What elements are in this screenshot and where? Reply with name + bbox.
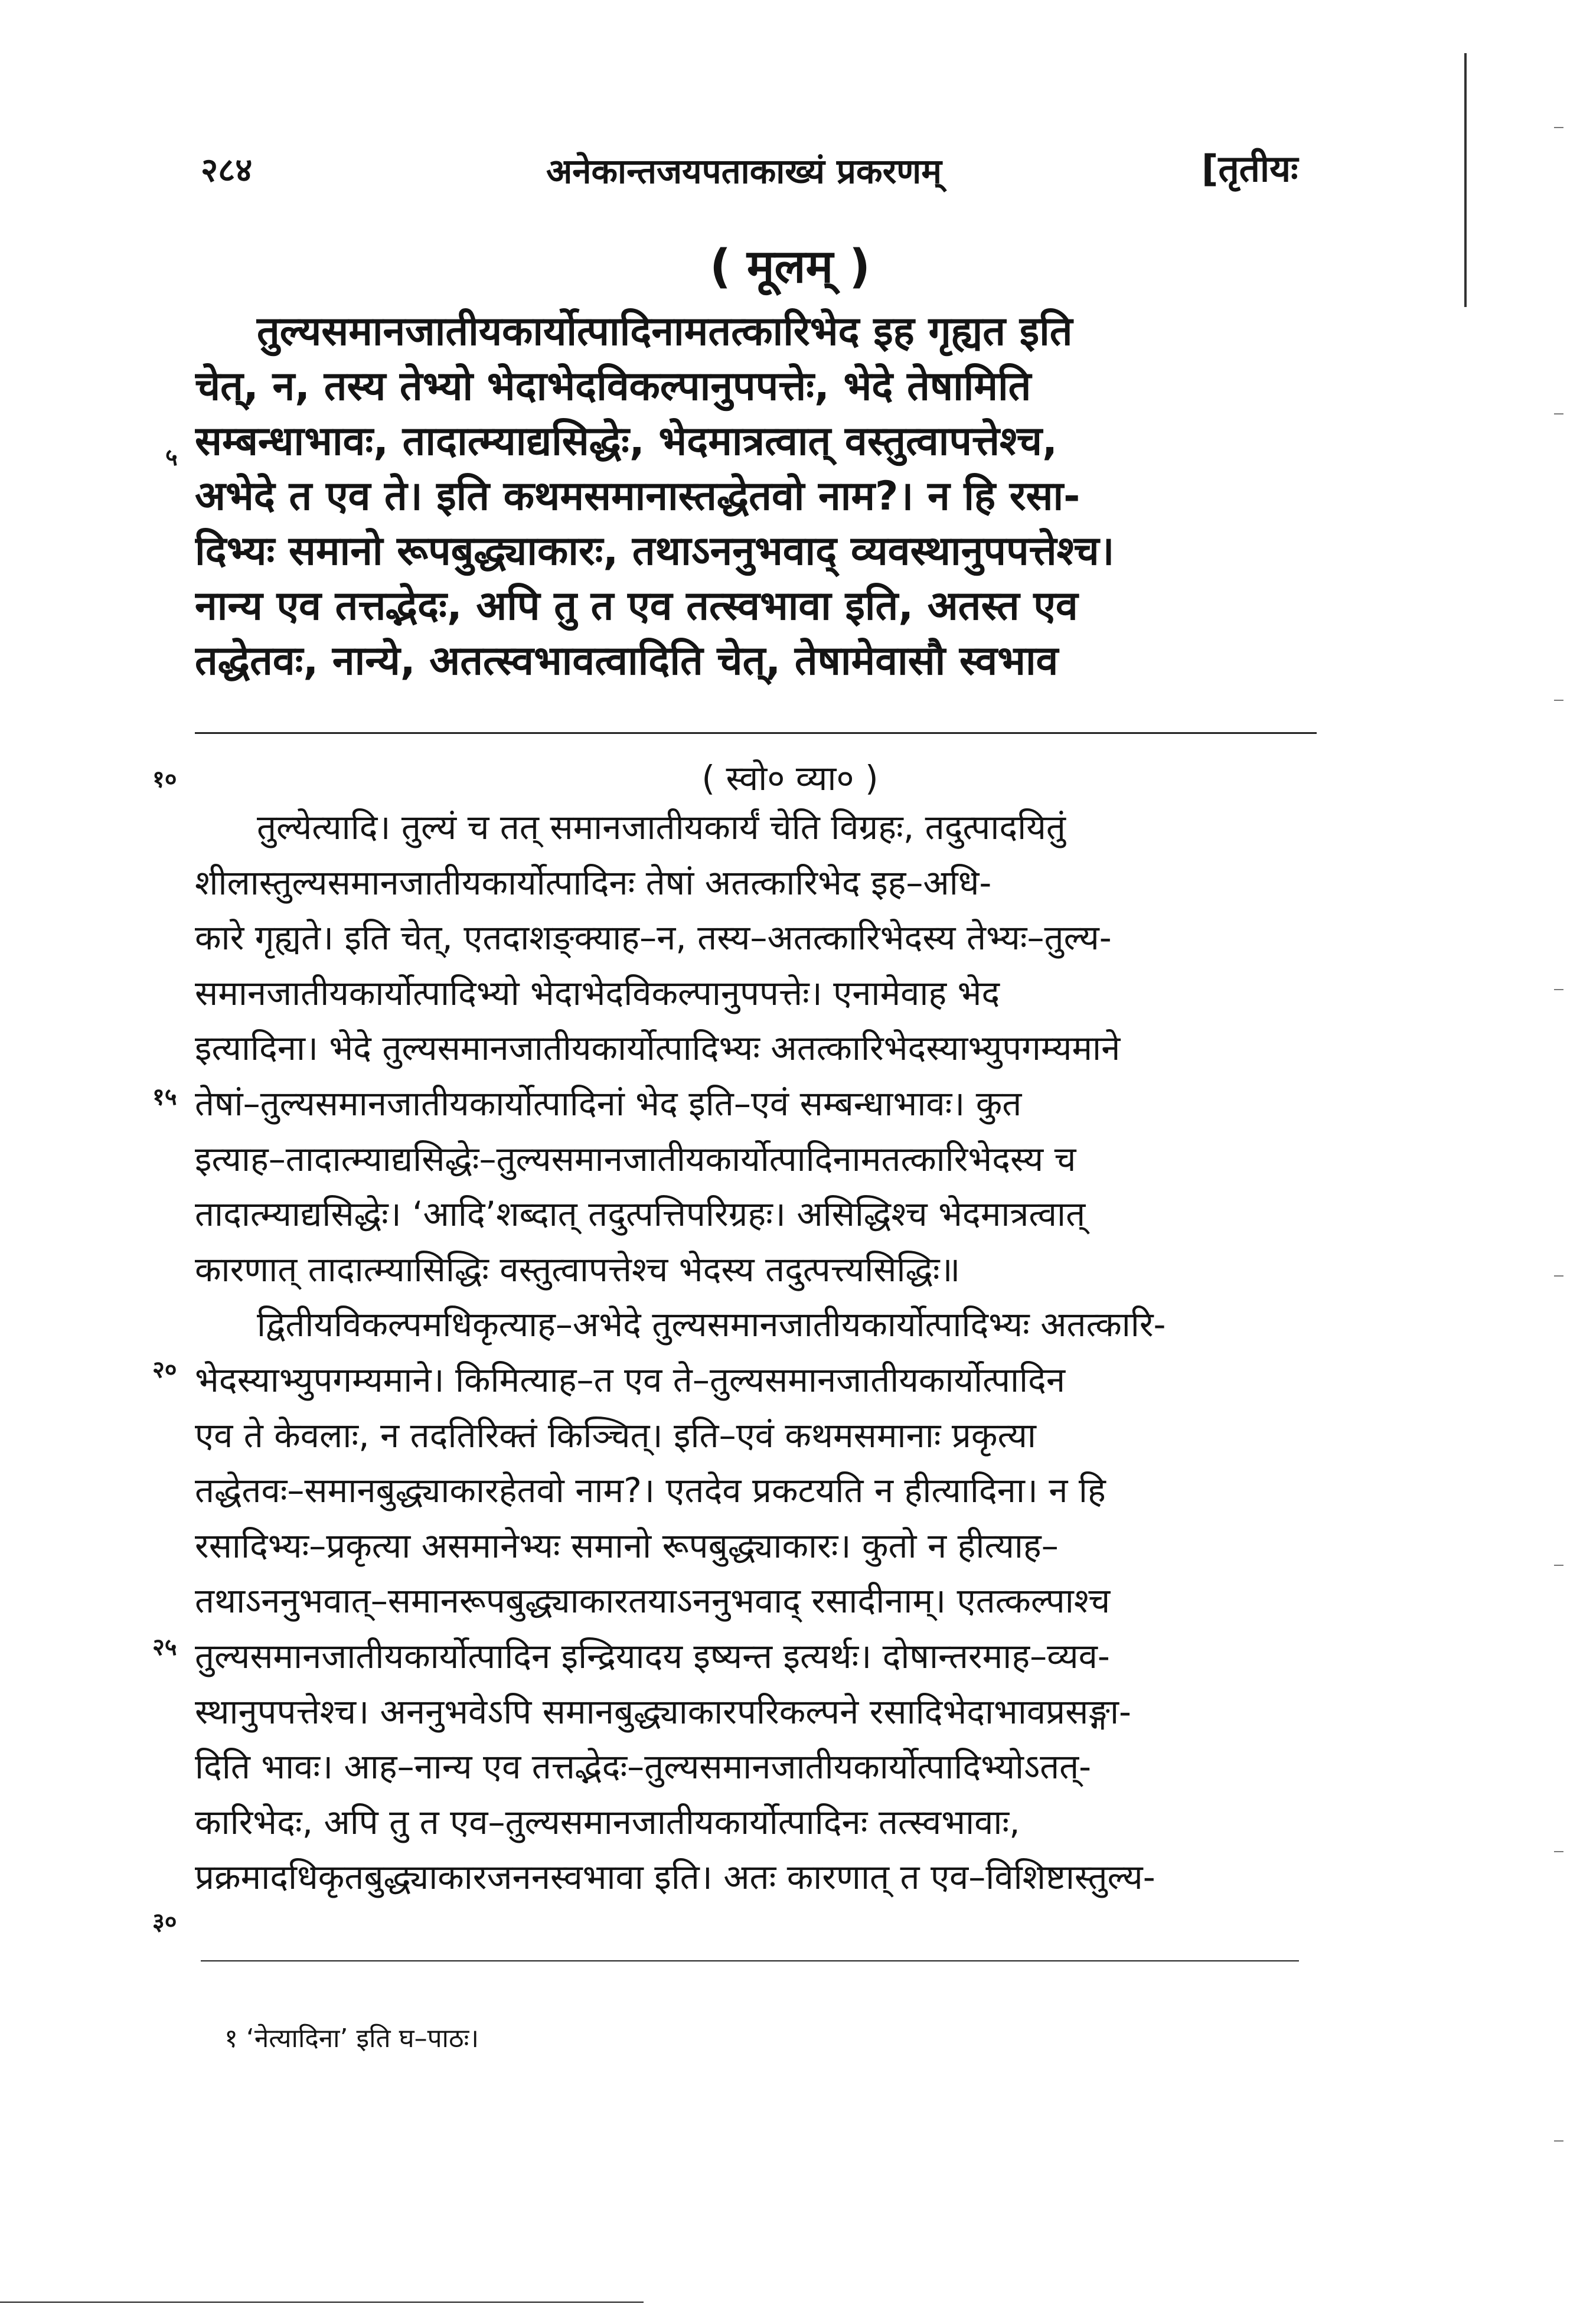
- running-title: अनेकान्तजयपताकाख्यं प्रकरणम्: [546, 151, 942, 191]
- mula-line: सम्बन्धाभावः, तादात्म्याद्यसिद्धेः, भेदमात्रत्वात् वस्तुत्वापत्तेश्च,: [195, 418, 1057, 465]
- commentary-line: शीलास्तुल्यसमानजातीयकार्योत्पादिनः तेषां अतत्कारिभेद इह–अधि-: [195, 862, 992, 903]
- page-edge-line: [0, 2302, 644, 2303]
- mula-line: तद्धेतवः, नान्ये, अतत्स्वभावत्वादिति चेत्, तेषामेवासौ स्वभाव: [195, 638, 1059, 684]
- line-number: २५: [152, 1634, 177, 1661]
- mula-line: दिभ्यः समानो रूपबुद्ध्याकारः, तथाऽननुभवाद् व्यवस्थानुपपत्तेश्च।: [195, 528, 1115, 575]
- commentary-line: भेदस्याभ्युपगम्यमाने। किमित्याह–त एव ते–तुल्यसमानजातीयकार्योत्पादिन: [195, 1359, 1066, 1400]
- commentary-line: रसादिभ्यः–प्रकृत्या असमानेभ्यः समानो रूपबुद्ध्याकारः। कुतो न हीत्याह–: [195, 1525, 1059, 1566]
- commentary-line: द्वितीयविकल्पमधिकृत्याह–अभेदे तुल्यसमानजातीयकार्योत्पादिभ्यः अतत्कारि-: [257, 1304, 1166, 1345]
- commentary-line: कारणात् तादात्म्यासिद्धिः वस्तुत्वापत्तेश्च भेदस्य तदुत्पत्त्यसिद्धिः॥: [195, 1249, 961, 1290]
- page-number: २८४: [201, 151, 253, 190]
- section-label: [तृतीयः: [1202, 147, 1298, 190]
- commentary-line: तद्धेतवः–समानबुद्ध्याकारहेतवो नाम?। एतदेव प्रकटयति न हीत्यादिना। न हि: [195, 1470, 1106, 1511]
- line-number: १५: [152, 1083, 177, 1111]
- commentary-heading: ( स्वो० व्या० ): [701, 758, 879, 798]
- footnote-divider: [201, 1960, 1299, 1961]
- margin-mark: [1554, 2140, 1563, 2142]
- commentary-line: प्रक्रमादधिकृतबुद्ध्याकारजननस्वभावा इति। अतः कारणात् त एव–विशिष्टास्तुल्य-: [195, 1857, 1155, 1898]
- commentary-line: इत्यादिना। भेदे तुल्यसमानजातीयकार्योत्पादिभ्यः अतत्कारिभेदस्याभ्युपगम्यमाने: [195, 1028, 1121, 1069]
- margin-mark: [1554, 1851, 1563, 1852]
- margin-mark: [1554, 989, 1563, 990]
- line-number: २०: [152, 1356, 177, 1383]
- page-header: [201, 146, 1382, 200]
- commentary-line: तथाऽननुभवात्–समानरूपबुद्ध्याकारतयाऽननुभवाद् रसादीनाम्। एतत्कल्पाश्च: [195, 1581, 1111, 1621]
- commentary-line: एव ते केवलाः, न तदतिरिक्तं किञ्चित्। इति–एवं कथमसमानाः प्रकृत्या: [195, 1415, 1036, 1455]
- mula-heading: ( मूलम् ): [710, 240, 870, 293]
- margin-mark: [1554, 700, 1563, 701]
- mula-line: तुल्यसमानजातीयकार्योत्पादिनामतत्कारिभेद इह गृह्यत इति: [257, 308, 1073, 355]
- commentary-line: इत्याह–तादात्म्याद्यसिद्धेः–तुल्यसमानजातीयकार्योत्पादिनामतत्कारिभेदस्य च: [195, 1138, 1076, 1179]
- margin-mark: [1554, 413, 1563, 414]
- mula-line: अभेदे त एव ते। इति कथमसमानास्तद्धेतवो नाम?। न हि रसा-: [195, 473, 1080, 520]
- commentary-line: तेषां–तुल्यसमानजातीयकार्योत्पादिनां भेद इति–एवं सम्बन्धाभावः। कुत: [195, 1083, 1022, 1124]
- line-number: ५: [165, 444, 178, 471]
- commentary-line: तुल्यसमानजातीयकार्योत्पादिन इन्द्रियादय इष्यन्त इत्यर्थः। दोषान्तरमाह–व्यव-: [195, 1636, 1110, 1676]
- line-number: १०: [152, 766, 177, 793]
- margin-mark: [1554, 1565, 1563, 1566]
- mula-line: चेत्, न, तस्य तेभ्यो भेदाभेदविकल्पानुपपत्तेः, भेदे तेषामिति: [195, 363, 1031, 410]
- mula-text-block: [195, 304, 1367, 688]
- commentary-line: स्थानुपपत्तेश्च। अननुभवेऽपि समानबुद्ध्याकारपरिकल्पने रसादिभेदाभावप्रसङ्गा-: [195, 1691, 1131, 1732]
- footnote: १ ‘नेत्यादिना’ इति घ–पाठः।: [224, 2023, 479, 2054]
- commentary-line: तादात्म्याद्यसिद्धेः। ‘आदि’शब्दात् तदुत्पत्तिपरिग्रहः। असिद्धिश्च भेदमात्रत्वात्: [195, 1194, 1086, 1235]
- commentary-line: तुल्येत्यादि। तुल्यं च तत् समानजातीयकार्यं चेति विग्रहः, तदुत्पादयितुं: [257, 807, 1066, 847]
- commentary-text-block: [195, 800, 1367, 1905]
- mula-line: नान्य एव तत्तद्भेदः, अपि तु त एव तत्स्वभावा इति, अतस्त एव: [195, 583, 1078, 629]
- commentary-line: दिति भावः। आह–नान्य एव तत्तद्भेदः–तुल्यसमानजातीयकार्योत्पादिभ्योऽतत्-: [195, 1747, 1092, 1787]
- commentary-line: कारिभेदः, अपि तु त एव–तुल्यसमानजातीयकार्योत्पादिनः तत्स्वभावाः,: [195, 1801, 1020, 1842]
- commentary-line: कारे गृह्यते। इति चेत्, एतदाशङ्क्याह–न, तस्य–अतत्कारिभेदस्य तेभ्यः–तुल्य-: [195, 918, 1112, 958]
- line-number: ३०: [152, 1908, 177, 1935]
- margin-mark: [1554, 127, 1563, 128]
- margin-mark: [1554, 1275, 1563, 1277]
- commentary-line: समानजातीयकार्योत्पादिभ्यो भेदाभेदविकल्पानुपपत्तेः। एनामेवाह भेद: [195, 972, 1000, 1013]
- section-divider: [195, 732, 1317, 734]
